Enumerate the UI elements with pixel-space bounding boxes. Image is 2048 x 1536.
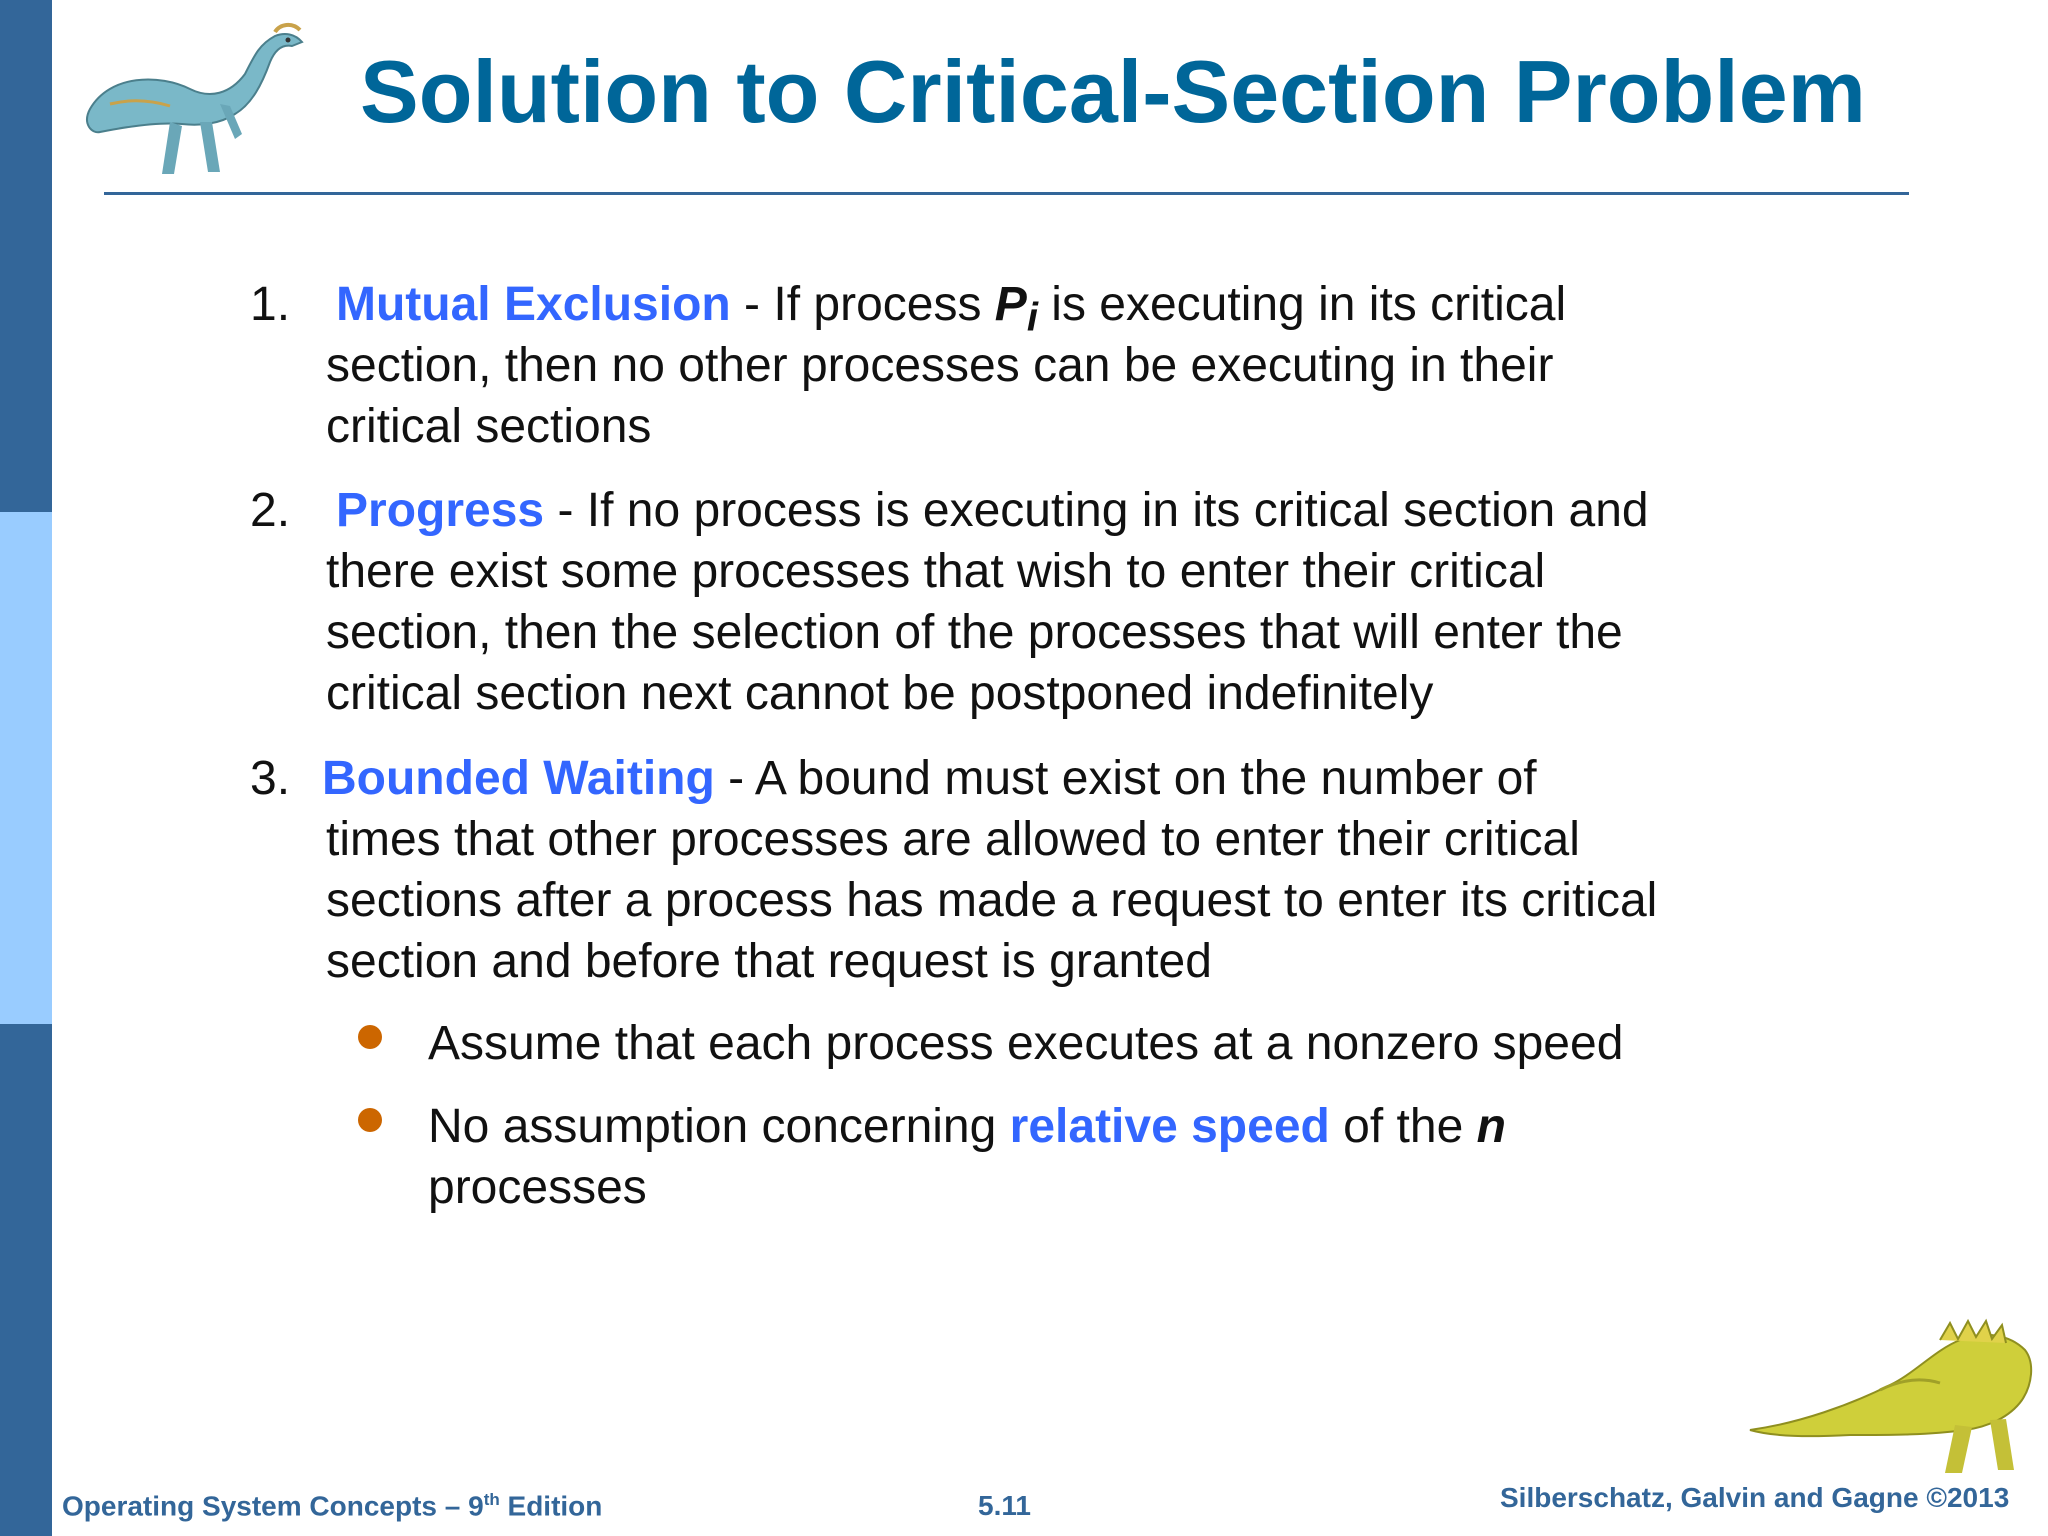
sub-bullet-nonzero-speed: Assume that each process executes at a nonzero speed (428, 1017, 1624, 1070)
item-line: there exist some processes that wish to enter their critical (326, 545, 1546, 598)
item-number: 3. (250, 752, 291, 805)
sub-bullet-relative-speed: No assumption concerning relative speed of the n processes (428, 1100, 1506, 1214)
item-line: section, then no other processes can be executing in their (326, 339, 1554, 392)
item-number: 1. (250, 278, 291, 331)
item-line: critical section next cannot be postponed indefinitely (326, 667, 1434, 720)
item-line: sections after a process has made a request to enter its critical (326, 874, 1658, 927)
list-item-mutual-exclusion (250, 274, 1850, 464)
term-progress: Progress (336, 484, 545, 537)
footer-page-number: 5.11 (978, 1490, 1031, 1521)
item-line: Bounded Waiting - A bound must exist on the number of (322, 752, 1537, 805)
item-number: 2. (250, 484, 291, 537)
n-variable: n (1476, 1100, 1506, 1153)
bullet-dot (358, 1108, 382, 1132)
item-line: Mutual Exclusion - If process $P_i$ is executing in its critical (336, 278, 1567, 340)
process-variable: P (994, 278, 1027, 331)
list-item-progress (250, 480, 1850, 730)
bullet-dot (358, 1025, 382, 1049)
term-relative-speed: relative speed (1009, 1100, 1330, 1153)
term-bounded-waiting: Bounded Waiting (322, 752, 715, 805)
footer-book-title: Operating System Concepts – 9th Edition (62, 1490, 603, 1522)
item-line: critical sections (326, 400, 652, 453)
item-line: Progress - If no process is executing in its critical section and (336, 484, 1649, 537)
term-mutual-exclusion: Mutual Exclusion (336, 278, 731, 331)
item-line: section, then the selection of the processes that will enter the (326, 606, 1623, 659)
list-item-bounded-waiting (250, 748, 1850, 998)
footer-authors: Silberschatz, Galvin and Gagne ©2013 (1500, 1482, 2010, 1513)
item-line: section and before that request is granted (326, 935, 1212, 988)
item-line: times that other processes are allowed to enter their critical (326, 813, 1580, 866)
slide-title: Solution to Critical-Section Problem (360, 42, 1866, 141)
